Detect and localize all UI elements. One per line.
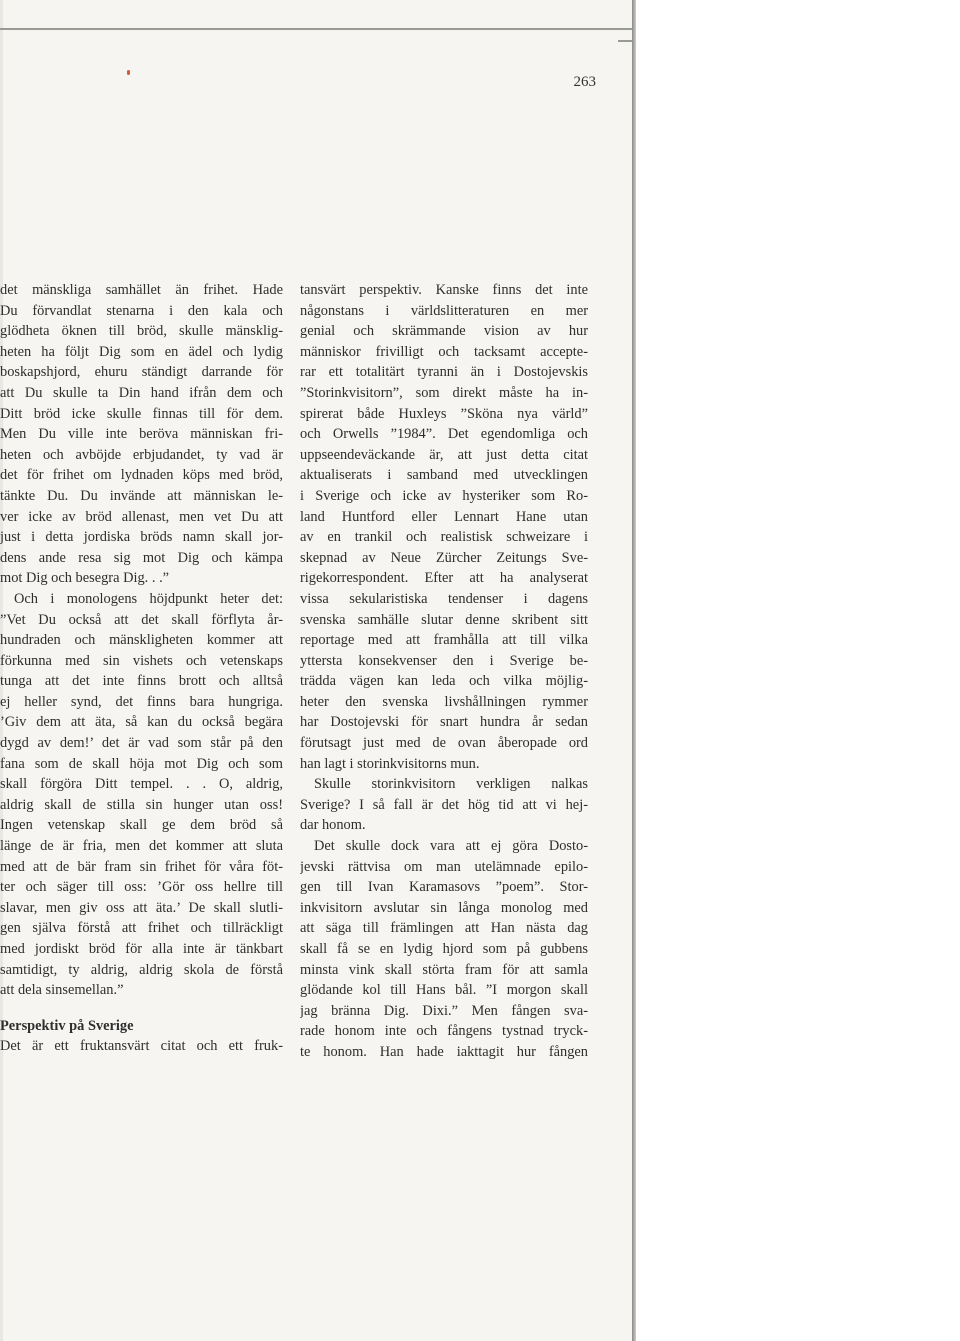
- text-line: länge de är fria, men det kommer att sluta: [0, 838, 283, 855]
- text-line: ”Vet Du också att det skall förflyta år-: [0, 611, 283, 628]
- text-line: slavar, men giv oss att äta.’ De skall slutli-: [0, 899, 283, 916]
- text-line: aldrig skall de stilla sin hunger utan oss!: [0, 796, 283, 813]
- text-line: svenska samhälle slutar denne skribent sitt: [300, 611, 588, 628]
- text-line: Skulle storinkvisitorn verkligen nalkas: [314, 776, 588, 793]
- text-line: skall förgöra Ditt tempel. . . O, aldrig,: [0, 776, 283, 793]
- text-line: rade honom inte och fångens tystnad tryck-: [300, 1023, 588, 1040]
- text-line: i Sverige och icke av hysteriker som Ro-: [300, 487, 588, 504]
- text-line: ej heller synd, det finns bara hungriga.: [0, 693, 283, 710]
- section-heading: Perspektiv på Sverige: [0, 1017, 134, 1034]
- text-line: land Huntford eller Lennart Hane utan: [300, 508, 588, 525]
- text-line: inkvisitorn avslutar sin långa monolog med: [300, 899, 588, 916]
- text-line: gen till Ivan Karamasovs ”poem”. Stor-: [300, 879, 588, 896]
- text-line: glödande kol till Hans bål. ”I morgon skall: [300, 982, 588, 999]
- text-line: boskapshjord, ehuru ständigt darrande för: [0, 364, 283, 381]
- text-line: genial och skrämmande vision av hur: [300, 323, 588, 340]
- text-line: spirerat både Huxleys ”Sköna nya värld”: [300, 405, 588, 422]
- text-line: ter och säger till oss: ’Gör oss hellre till: [0, 879, 283, 896]
- text-line: tunga att det inte finns brott och alltså: [0, 673, 283, 690]
- text-line: yttersta konsekvenser den i Sverige be-: [300, 652, 588, 669]
- text-line: reportage med att framhålla att till vilka: [300, 632, 588, 649]
- left-column: [0, 280, 283, 1057]
- text-line: minsta vink skall störta fram för att samla: [300, 961, 588, 978]
- text-line: jag bränna Dig. Dixi.” Men fången sva-: [300, 1002, 588, 1019]
- text-line: att säga till främlingen att Han nästa dag: [300, 920, 588, 937]
- text-line: just i detta jordiska bröds namn skall jor-: [0, 529, 283, 546]
- text-line: Ditt bröd icke skulle finnas till för dem.: [0, 405, 283, 422]
- text-line: han lagt i storinkvisitorns mun.: [300, 755, 480, 772]
- text-line: uppseendeväckande är, att just detta citat: [300, 446, 588, 463]
- text-line: förkunna med sin vishets och vetenskaps: [0, 652, 283, 669]
- text-line: gen själva förstå att frihet och tillräckligt: [0, 920, 283, 937]
- text-line: med att de bär fram sin frihet för våra föt-: [0, 858, 283, 875]
- text-line: Och i monologens höjdpunkt heter det:: [14, 590, 283, 607]
- page-top-edge: [0, 28, 632, 30]
- text-line: hundraden och mänskligheten kommer att: [0, 632, 283, 649]
- text-line: rar ett totalitärt tyranni än i Dostojevskis: [300, 364, 588, 381]
- text-line: glödheta öknen till bröd, skulle mänsklig-: [0, 323, 283, 340]
- page-right-edge: [632, 0, 636, 1341]
- text-line: har Dostojevski för snart hundra år sedan: [300, 714, 588, 731]
- page-corner-mark: [618, 40, 634, 42]
- text-line: heten ha följt Dig som en ädel och lydig: [0, 343, 283, 360]
- text-line: att dela sinsemellan.”: [0, 982, 124, 999]
- text-line: med jordiskt bröd för alla inte är tänkbart: [0, 941, 283, 957]
- page-number: 263: [573, 74, 596, 90]
- text-line: Det är ett fruktansvärt citat och ett fruk-: [0, 1038, 283, 1055]
- text-line: heten och avböjde erbjudandet, ty vad är: [0, 446, 283, 463]
- right-column: [300, 280, 588, 1063]
- text-line: och Orwells ”1984”. Det egendomliga och: [300, 426, 588, 443]
- text-line: människor frivilligt och tacksamt accepte-: [300, 343, 588, 360]
- text-line: av en trankil och realistisk schweizare i: [300, 529, 588, 546]
- text-line: aktualiserats i samband med utvecklingen: [300, 467, 588, 484]
- text-line: ’Giv dem att äta, så kan du också begära: [0, 714, 283, 731]
- text-line: samtidigt, ty aldrig, aldrig skola de förstå: [0, 961, 283, 978]
- text-line: det mänskliga samhället än frihet. Hade: [0, 282, 283, 298]
- text-line: förutsagt just med de ovan åberopade ord: [300, 735, 588, 752]
- text-line: någonstans i världslitteraturen en mer: [300, 302, 588, 319]
- text-line: skall få se en lydig hjord som på gubbens: [300, 941, 588, 957]
- text-line: Du förvandlat stenarna i den kala och: [0, 302, 283, 319]
- text-line: Det skulle dock vara att ej göra Dosto-: [314, 838, 588, 855]
- text-line: dar honom.: [300, 817, 366, 834]
- text-line: trädda vägen kan leda och vilka möjlig-: [300, 673, 588, 690]
- text-line: vissa sekularistiska tendenser i dagens: [300, 590, 588, 607]
- text-line: Men Du ville inte beröva människan fri-: [0, 426, 283, 443]
- text-line: Sverige? I så fall är det hög tid att vi hej-: [300, 796, 588, 813]
- ink-speck: [127, 70, 130, 75]
- text-line: fana som de skall höja mot Dig och som: [0, 755, 283, 772]
- text-line: te honom. Han hade iakttagit hur fången: [300, 1043, 588, 1060]
- text-line: Ingen vetenskap skall ge dem bröd så: [0, 817, 283, 834]
- text-line: heter den svenska livshållningen rymmer: [300, 693, 588, 710]
- text-line: ver icke av bröd allenast, men vet Du att: [0, 508, 283, 525]
- text-line: jevski rättvisa om man utelämnade epilo-: [300, 858, 588, 875]
- text-line: mot Dig och besegra Dig. . .”: [0, 570, 170, 587]
- text-line: tansvärt perspektiv. Kanske finns det inte: [300, 282, 588, 298]
- text-line: dygd av dem!’ det är vad som står på den: [0, 735, 283, 752]
- text-line: skepnad av Neue Zürcher Zeitungs Sve-: [300, 549, 588, 566]
- text-line: tänkte Du. Du invände att människan le-: [0, 487, 283, 504]
- text-line: ”Storinkvisitorn”, som direkt måste ha in-: [300, 384, 588, 401]
- text-line: rigekorrespondent. Efter att ha analyserat: [300, 570, 588, 587]
- text-line: det för frihet om lydnaden köps med bröd,: [0, 467, 283, 484]
- text-line: dens ande resa sig mot Dig och kämpa: [0, 549, 283, 566]
- text-line: att Du skulle ta Din hand ifrån dem och: [0, 384, 283, 401]
